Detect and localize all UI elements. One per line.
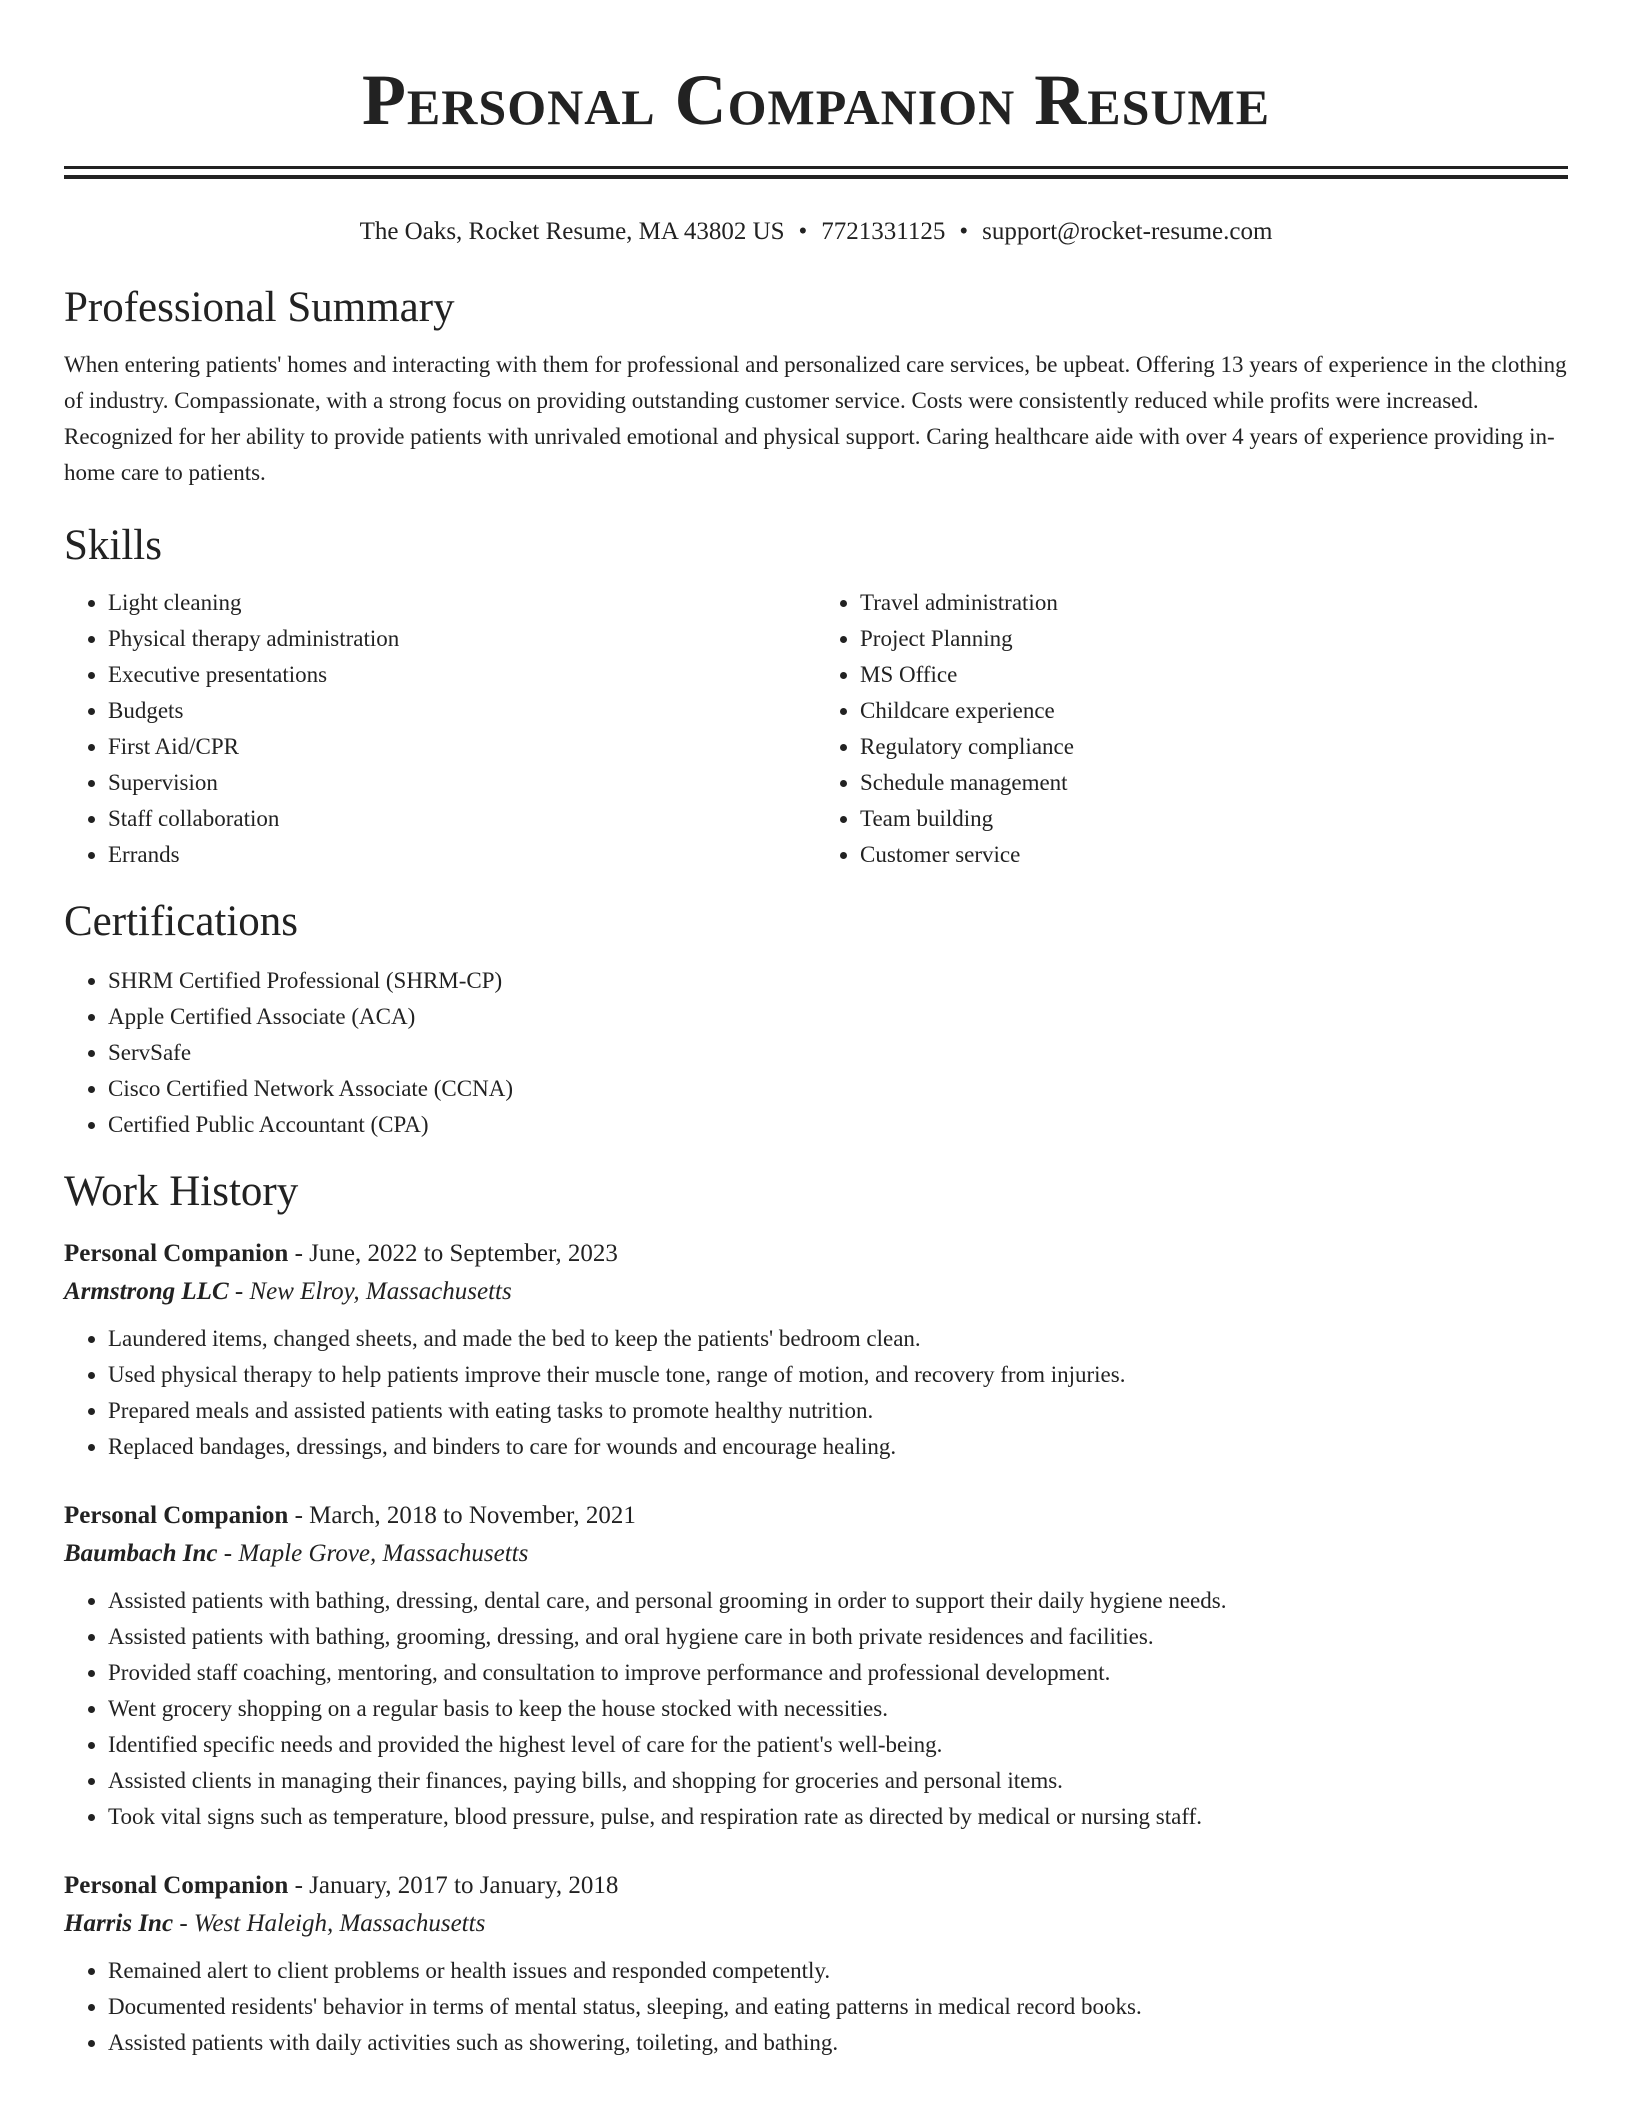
summary-text: When entering patients' homes and interacting with them for professional and personalized care services, be upbeat. Offering 13 years of experience in the clothing of industry. Compassionate, with a strong focus on providing outstanding customer service. Costs were consistently reduced while profits were increased. Recognized for her ability to provide patients with unrivaled emotional and physical support. Caring healthcare aide with over 4 years of experience providing in-home care to patients.: [64, 352, 1567, 485]
job-dates: - June, 2022 to September, 2023: [288, 1240, 618, 1267]
contact-separator: •: [959, 218, 969, 245]
job-duties: [64, 1953, 1568, 2061]
contact-line: [64, 215, 1568, 249]
skills-list-right: [816, 585, 1568, 873]
skill-item: • First Aid/CPR: [108, 729, 816, 765]
job-duty: • Remained alert to client problems or health issues and responded competently.: [108, 1953, 1568, 1989]
job-duty: • Laundered items, changed sheets, and made the bed to keep the patients' bedroom clean.: [108, 1321, 1568, 1357]
skill-item: • Staff collaboration: [108, 801, 816, 837]
job-duty: • Used physical therapy to help patients improve their muscle tone, range of motion, and recovery from injuries.: [108, 1357, 1568, 1393]
job-duty: • Replaced bandages, dressings, and binders to care for wounds and encourage healing.: [108, 1429, 1568, 1465]
skill-item: • Regulatory compliance: [860, 729, 1568, 765]
skill-item: • Customer service: [860, 837, 1568, 873]
contact-email: support@rocket-resume.com: [982, 218, 1273, 245]
certification-item: • Cisco Certified Network Associate (CCNA): [108, 1071, 1568, 1107]
skill-item: • MS Office: [860, 657, 1568, 693]
job-company: Armstrong LLC: [64, 1278, 229, 1305]
job-duty: • Assisted patients with bathing, dressing, dental care, and personal grooming in order to support their daily hygiene needs.: [108, 1583, 1568, 1619]
job-company-line: [64, 1905, 1568, 1943]
job-title-line: [64, 1235, 1568, 1273]
job-dates: - March, 2018 to November, 2021: [288, 1502, 636, 1529]
skill-item: • Team building: [860, 801, 1568, 837]
job-title-line: [64, 1497, 1568, 1535]
skill-item: • Errands: [108, 837, 816, 873]
job-duty: • Documented residents' behavior in terms of mental status, sleeping, and eating patterns in medical record books.: [108, 1989, 1568, 2025]
work-history-heading: Work History: [64, 1168, 299, 1215]
job-duty: • Went grocery shopping on a regular basis to keep the house stocked with necessities.: [108, 1691, 1568, 1727]
job-company: Harris Inc: [64, 1910, 174, 1937]
job-company: Baumbach Inc: [64, 1540, 218, 1567]
job-duty: • Prepared meals and assisted patients with eating tasks to promote healthy nutrition.: [108, 1393, 1568, 1429]
job-title: Personal Companion: [64, 1872, 289, 1899]
job-company-line: [64, 1273, 1568, 1311]
skill-item: • Schedule management: [860, 765, 1568, 801]
skill-item: • Executive presentations: [108, 657, 816, 693]
skill-item: • Budgets: [108, 693, 816, 729]
job-entry: [64, 1867, 1568, 2061]
job-duty: • Assisted clients in managing their finances, paying bills, and shopping for groceries and personal items.: [108, 1763, 1568, 1799]
skill-item: • Supervision: [108, 765, 816, 801]
skill-item: • Travel administration: [860, 585, 1568, 621]
title-divider-bottom: [64, 175, 1568, 179]
job-title: Personal Companion: [64, 1240, 289, 1267]
skill-item: • Project Planning: [860, 621, 1568, 657]
job-location: - West Haleigh, Massachusetts: [173, 1910, 486, 1937]
job-title-line: [64, 1867, 1568, 1905]
skill-item: • Light cleaning: [108, 585, 816, 621]
certifications-heading: Certifications: [64, 898, 299, 945]
job-duties: [64, 1583, 1568, 1835]
job-title: Personal Companion: [64, 1502, 289, 1529]
contact-phone: 7721331125: [821, 218, 946, 245]
certification-item: • Apple Certified Associate (ACA): [108, 999, 1568, 1035]
certifications-list: [64, 963, 1568, 1143]
skill-item: • Physical therapy administration: [108, 621, 816, 657]
resume-title: Personal Companion Resume: [361, 60, 1271, 140]
certification-item: • Certified Public Accountant (CPA): [108, 1107, 1568, 1143]
job-duty: • Assisted patients with daily activities such as showering, toileting, and bathing.: [108, 2025, 1568, 2061]
job-entry: [64, 1497, 1568, 1835]
job-entry: [64, 1235, 1568, 1465]
job-duties: [64, 1321, 1568, 1465]
job-company-line: [64, 1535, 1568, 1573]
job-dates: - January, 2017 to January, 2018: [288, 1872, 619, 1899]
job-location: - New Elroy, Massachusetts: [228, 1278, 512, 1305]
job-duty: • Took vital signs such as temperature, blood pressure, pulse, and respiration rate as directed by medical or nursing staff.: [108, 1799, 1568, 1835]
skill-item: • Childcare experience: [860, 693, 1568, 729]
contact-address: The Oaks, Rocket Resume, MA 43802 US: [359, 218, 785, 245]
title-divider-top: [64, 166, 1568, 169]
skills-columns: [64, 585, 1568, 873]
job-duty: • Identified specific needs and provided the highest level of care for the patient's well-being.: [108, 1727, 1568, 1763]
certification-item: • ServSafe: [108, 1035, 1568, 1071]
job-location: - Maple Grove, Massachusetts: [217, 1540, 529, 1567]
certification-item: • SHRM Certified Professional (SHRM-CP): [108, 963, 1568, 999]
job-duty: • Assisted patients with bathing, grooming, dressing, and oral hygiene care in both private residences and facilities.: [108, 1619, 1568, 1655]
summary-heading: Professional Summary: [64, 284, 455, 331]
skills-heading: Skills: [64, 522, 162, 569]
job-duty: • Provided staff coaching, mentoring, and consultation to improve performance and professional development.: [108, 1655, 1568, 1691]
contact-separator: •: [798, 218, 808, 245]
skills-list-left: [64, 585, 816, 873]
